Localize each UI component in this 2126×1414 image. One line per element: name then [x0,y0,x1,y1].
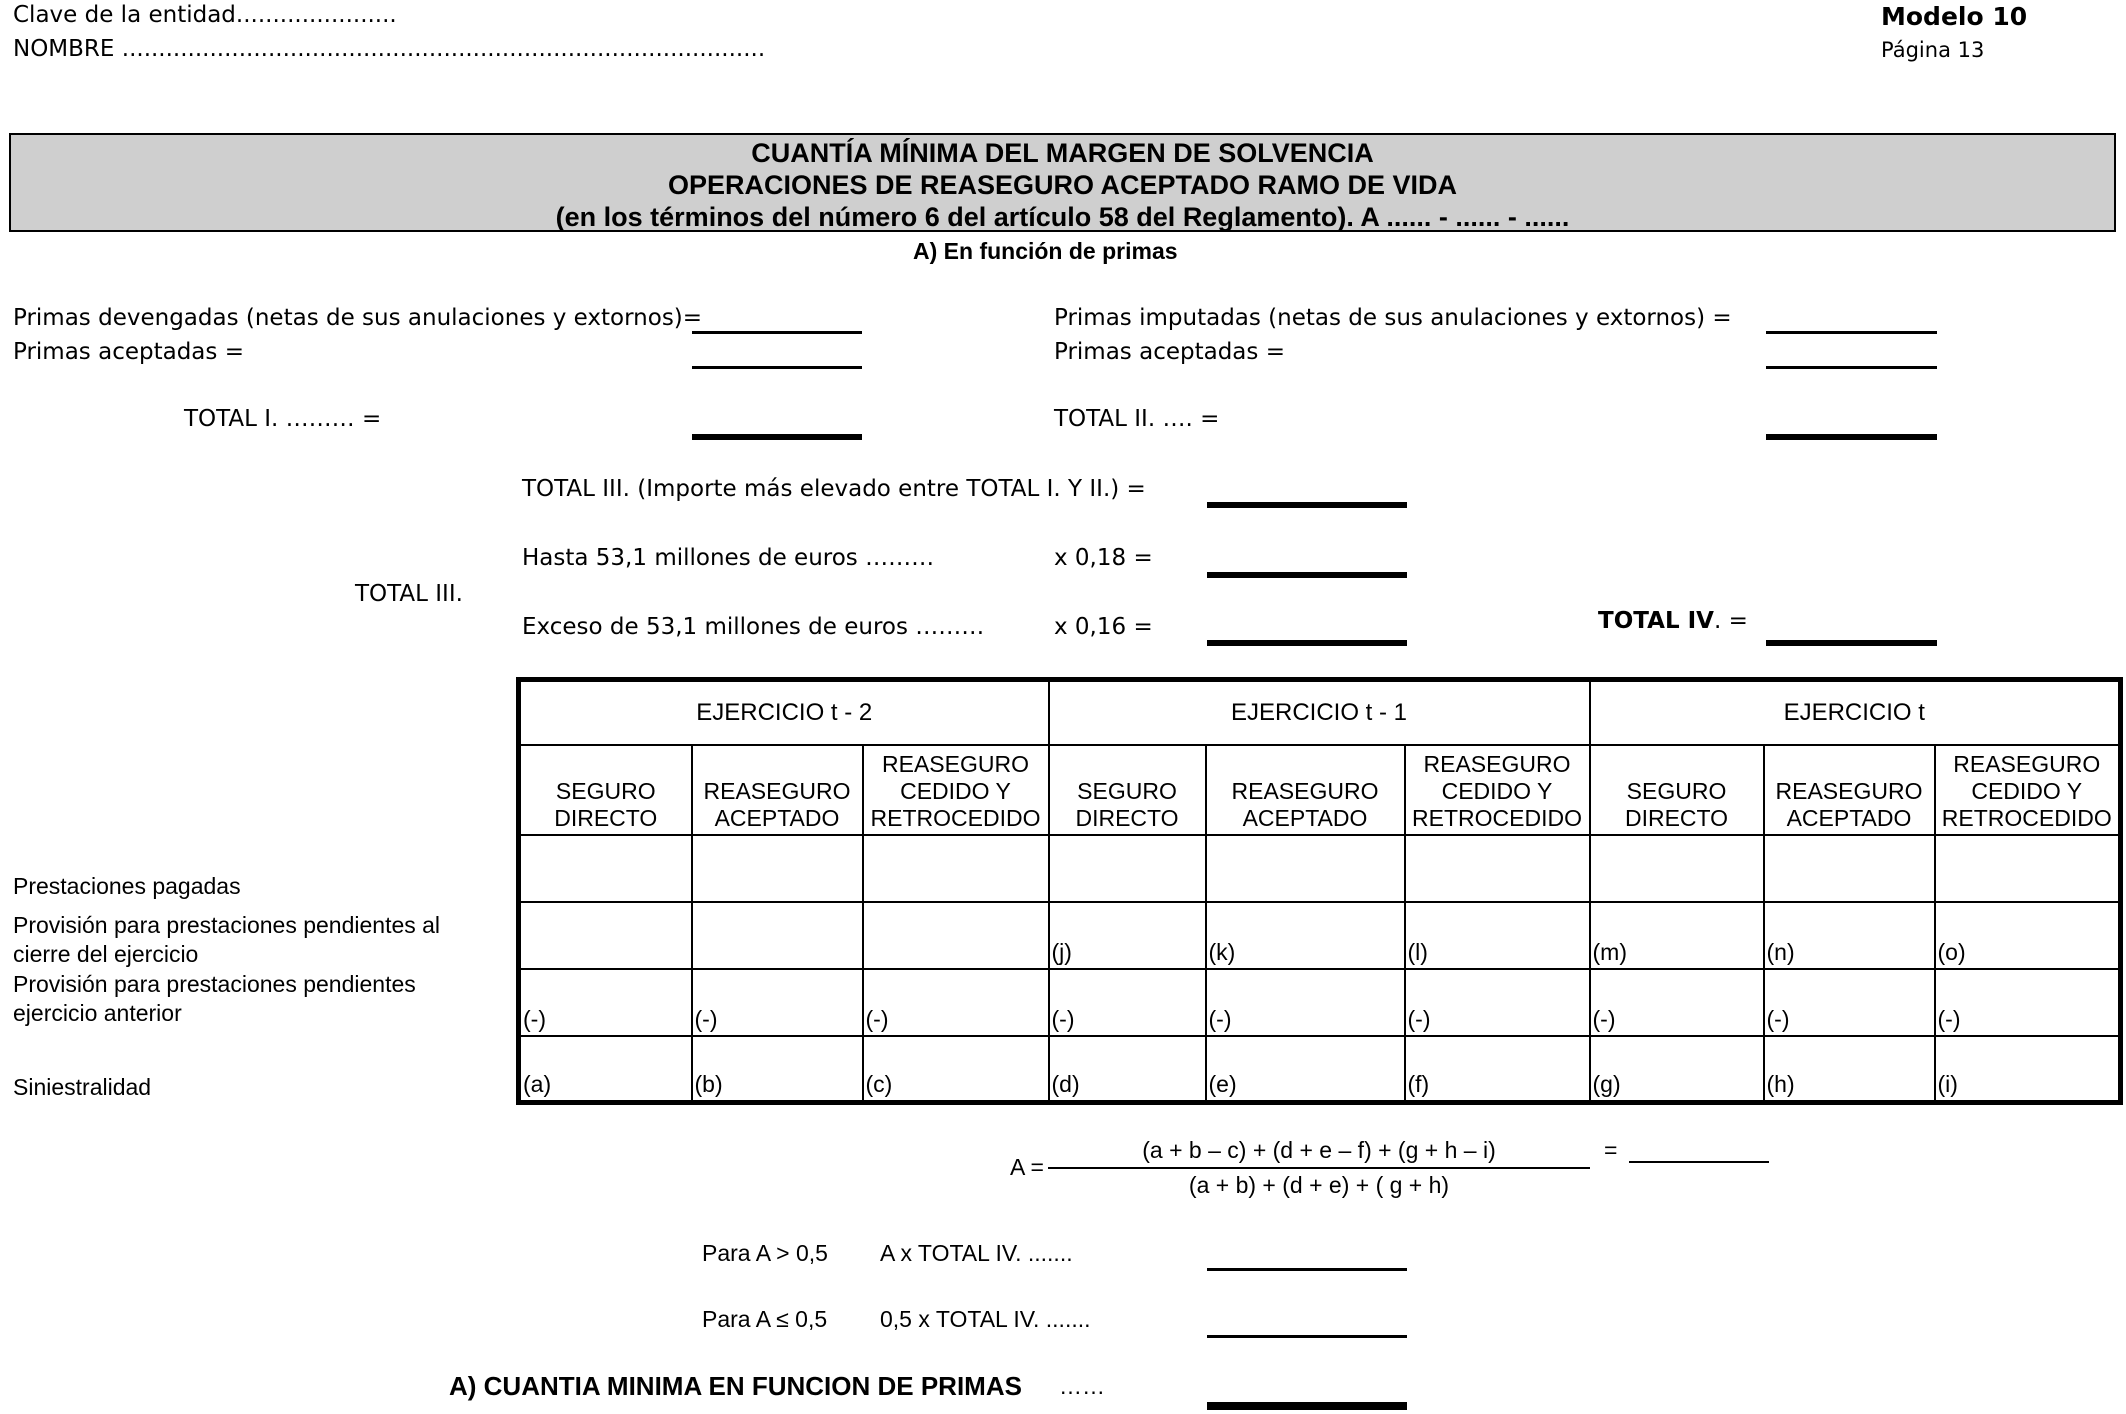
row-label-siniestralidad: Siniestralidad [13,1074,152,1100]
siniestralidad-cell[interactable]: (e) [1206,1036,1405,1103]
primas-aceptadas-left-field[interactable] [692,366,862,369]
prestaciones-cell[interactable] [863,835,1049,902]
column-header-line: ACEPTADO [1786,804,1912,831]
column-header-line: SEGURO [555,777,656,804]
provision-cierre-cell[interactable] [692,902,863,969]
column-header-seguro-directo [1049,745,1206,835]
title-line-3: (en los términos del número 6 del artículo 58 del Reglamento). A ...... - ...... - ...... [555,202,1570,232]
title-line-2: OPERACIONES DE REASEGURO ACEPTADO RAMO DE VIDA [667,170,1458,200]
total-iv-label: TOTAL IV. = [1598,608,1748,634]
provision-anterior-cell[interactable]: (-) [1935,969,2121,1036]
hasta-label: Hasta 53,1 millones de euros ……… [522,545,935,571]
primas-devengadas-field[interactable] [692,331,862,334]
column-header-reaseguro-cedido [863,745,1049,835]
column-header-line: REASEGURO [1231,777,1379,804]
cuantia-minima-label: A) CUANTIA MINIMA EN FUNCION DE PRIMAS [449,1371,1022,1401]
provision-cierre-cell[interactable]: (l) [1405,902,1590,969]
formula-a-label: A = [1010,1154,1044,1180]
column-header-line: DIRECTO [1624,804,1729,831]
column-header-reaseguro-aceptado [692,745,863,835]
condition-a-le-field[interactable] [1207,1335,1407,1338]
column-header-line: ACEPTADO [714,804,840,831]
total-ii-field[interactable] [1766,434,1937,440]
siniestralidad-cell[interactable]: (h) [1764,1036,1935,1103]
condition-a-gt-label: Para A > 0,5 [702,1240,828,1266]
provision-anterior-cell[interactable]: (-) [1764,969,1935,1036]
prestaciones-cell[interactable] [1405,835,1590,902]
row-label-prestaciones: Prestaciones pagadas [13,873,241,899]
provision-anterior-cell[interactable]: (-) [1049,969,1206,1036]
provision-anterior-cell[interactable]: (-) [1590,969,1764,1036]
total-i-label: TOTAL I. ……… = [184,406,382,432]
entity-key-label: Clave de la entidad...................... [13,2,397,28]
provision-anterior-cell[interactable]: (-) [1405,969,1590,1036]
column-header-reaseguro-cedido [1935,745,2121,835]
total-iii-side-label: TOTAL III. [355,581,463,607]
cuantia-minima-field[interactable] [1207,1402,1407,1410]
exceso-label: Exceso de 53,1 millones de euros ……… [522,614,985,640]
column-header-line: SEGURO [1626,777,1727,804]
provision-anterior-cell[interactable]: (-) [692,969,863,1036]
siniestralidad-cell[interactable]: (a) [519,1036,692,1103]
primas-devengadas-label: Primas devengadas (netas de sus anulaciones y extornos)= [13,305,703,331]
column-header-line: RETROCEDIDO [1412,804,1582,831]
claims-table [516,677,2123,1105]
column-header-line: DIRECTO [554,804,658,831]
form-title-box [9,133,2116,232]
condition-a-le-calc: 0,5 x TOTAL IV. ....... [880,1306,1091,1332]
siniestralidad-cell[interactable]: (d) [1049,1036,1206,1103]
row-label-provision-anterior: Provisión para prestaciones pendientes ejercicio anterior [13,971,416,1026]
column-header-reaseguro-aceptado [1764,745,1935,835]
primas-imputadas-field[interactable] [1766,331,1937,334]
formula-result-field[interactable] [1629,1161,1769,1163]
provision-anterior-cell[interactable]: (-) [519,969,692,1036]
column-header-line: REASEGURO [703,777,851,804]
column-header-line: CEDIDO Y [1971,777,2083,804]
exceso-field[interactable] [1207,640,1407,646]
condition-a-le-label: Para A ≤ 0,5 [702,1306,828,1332]
provision-anterior-cell[interactable]: (-) [1206,969,1405,1036]
total-iii-description: TOTAL III. (Importe más elevado entre TOTAL I. Y II.) = [522,476,1146,502]
primas-imputadas-label: Primas imputadas (netas de sus anulaciones y extornos) = [1054,305,1732,331]
siniestralidad-cell[interactable]: (i) [1935,1036,2121,1103]
provision-cierre-cell[interactable] [519,902,692,969]
formula-fraction-bar [1048,1167,1590,1169]
provision-anterior-cell[interactable]: (-) [863,969,1049,1036]
provision-cierre-cell[interactable]: (o) [1935,902,2121,969]
hasta-field[interactable] [1207,572,1407,578]
siniestralidad-cell[interactable]: (g) [1590,1036,1764,1103]
column-header-line: DIRECTO [1075,804,1179,831]
table-row-siniestralidad [519,1036,2121,1103]
formula-equals: = [1604,1137,1618,1163]
formula-numerator: (a + b – c) + (d + e – f) + (g + h – i) [1142,1137,1496,1163]
year-header-t-1: EJERCICIO t - 1 [1049,680,1590,745]
row-label-provision-cierre: Provisión para prestaciones pendientes al cierre del ejercicio [13,912,441,967]
model-label: Modelo 10 [1881,2,2028,31]
primas-aceptadas-left-label: Primas aceptadas = [13,339,244,365]
condition-a-gt-field[interactable] [1207,1268,1407,1271]
provision-cierre-cell[interactable]: (k) [1206,902,1405,969]
prestaciones-cell[interactable] [692,835,863,902]
provision-cierre-cell[interactable]: (m) [1590,902,1764,969]
prestaciones-cell[interactable] [1764,835,1935,902]
prestaciones-cell[interactable] [1206,835,1405,902]
provision-cierre-cell[interactable]: (j) [1049,902,1206,969]
column-header-reaseguro-cedido [1405,745,1590,835]
title-line-1: CUANTÍA MÍNIMA DEL MARGEN DE SOLVENCIA [751,138,1374,168]
column-header-line: REASEGURO [882,750,1029,777]
formula-denominator: (a + b) + (d + e) + ( g + h) [1188,1172,1450,1198]
column-header-line: REASEGURO [1775,777,1923,804]
column-header-line: RETROCEDIDO [1941,804,2112,831]
column-header-line: REASEGURO [1953,750,2101,777]
primas-aceptadas-right-label: Primas aceptadas = [1054,339,1285,365]
total-ii-label: TOTAL II. …. = [1054,406,1220,432]
prestaciones-cell[interactable] [1590,835,1764,902]
siniestralidad-cell[interactable]: (c) [863,1036,1049,1103]
provision-cierre-cell[interactable] [863,902,1049,969]
primas-aceptadas-right-field[interactable] [1766,366,1937,369]
year-header-t: EJERCICIO t [1590,680,2121,745]
total-iv-field[interactable] [1766,640,1937,646]
column-header-reaseguro-aceptado [1206,745,1405,835]
table-row-provision-anterior [519,969,2121,1036]
column-header-line: RETROCEDIDO [870,804,1041,831]
column-header-line: ACEPTADO [1242,804,1368,831]
siniestralidad-cell[interactable]: (f) [1405,1036,1590,1103]
column-header-line: REASEGURO [1423,750,1571,777]
exceso-factor: x 0,16 = [1054,614,1153,640]
prestaciones-cell[interactable] [1935,835,2121,902]
year-header-t-2: EJERCICIO t - 2 [519,680,1049,745]
page-number: Página 13 [1881,38,1985,62]
column-header-line: CEDIDO Y [1441,777,1553,804]
section-a-heading: A) En función de primas [913,238,1178,264]
column-header-line: CEDIDO Y [900,777,1011,804]
condition-a-gt-calc: A x TOTAL IV. ....... [880,1240,1073,1266]
total-iii-field[interactable] [1207,502,1407,508]
cuantia-minima-dots: …… [1059,1373,1105,1399]
table-row-prestaciones [519,835,2121,902]
column-header-line: SEGURO [1077,777,1177,804]
hasta-factor: x 0,18 = [1054,545,1153,571]
prestaciones-cell[interactable] [519,835,692,902]
total-i-field[interactable] [692,434,862,440]
provision-cierre-cell[interactable]: (n) [1764,902,1935,969]
siniestralidad-cell[interactable]: (b) [692,1036,863,1103]
type-header-row [519,745,2121,835]
prestaciones-cell[interactable] [1049,835,1206,902]
entity-name-label: NOMBRE ........................................................................................ [13,36,766,62]
column-header-seguro-directo [1590,745,1764,835]
column-header-seguro-directo [519,745,692,835]
table-row-provision-cierre [519,902,2121,969]
